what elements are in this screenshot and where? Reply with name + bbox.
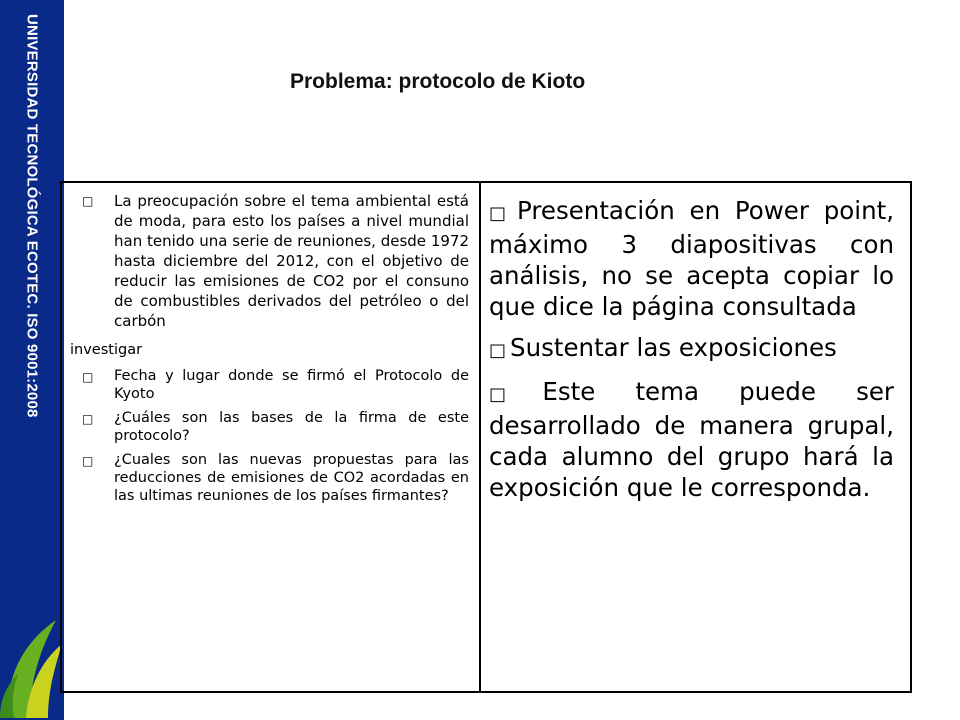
- right-column: [481, 183, 910, 691]
- list-item: □ Fecha y lugar donde se firmó el Protocolo de Kyoto: [70, 367, 469, 403]
- hollow-square-icon: □: [82, 412, 94, 426]
- left-column: [62, 183, 481, 691]
- ecotec-logo-icon: [0, 600, 64, 720]
- list-item: □ ¿Cuáles son las bases de la firma de este protocolo?: [70, 409, 469, 445]
- hollow-square-icon: □: [489, 384, 539, 405]
- hollow-square-icon: □: [82, 370, 94, 384]
- content-table: [60, 181, 912, 693]
- intro-text: La preocupación sobre el tema ambiental está de moda, para esto los países a nivel mundial han tenido una serie de reuniones, desde 1972 hasta diciembre del 2012, con el objetivo de reducir las emisiones de CO2 por el consuno de combustibles derivados del petróleo o del carbón: [114, 192, 469, 330]
- list-item: □ ¿Cuales son las nuevas propuestas para las reducciones de emisiones de CO2 acordadas en las ultimas reuniones de los países firmantes?: [70, 451, 469, 505]
- hollow-square-icon: □: [489, 203, 513, 224]
- university-sidebar: [0, 0, 64, 720]
- subheading: investigar: [70, 342, 143, 358]
- slide-title: Problema: protocolo de Kioto: [290, 70, 586, 93]
- hollow-square-icon: □: [82, 194, 94, 208]
- list-item: □ Presentación en Power point, máximo 3 diapositivas con análisis, no se acepta copiar lo que dice la página consultada: [489, 196, 894, 321]
- hollow-square-icon: □: [489, 340, 507, 361]
- list-item: [70, 191, 469, 331]
- list-item: □ Sustentar las exposiciones: [489, 333, 837, 362]
- list-item: □ Este tema puede ser desarrollado de manera grupal, cada alumno del grupo hará la exposición que le corresponda.: [489, 377, 894, 502]
- university-name: UNIVERSIDAD TECNOLÓGICA ECOTEC. ISO 9001:2008: [23, 14, 41, 418]
- hollow-square-icon: □: [82, 454, 94, 468]
